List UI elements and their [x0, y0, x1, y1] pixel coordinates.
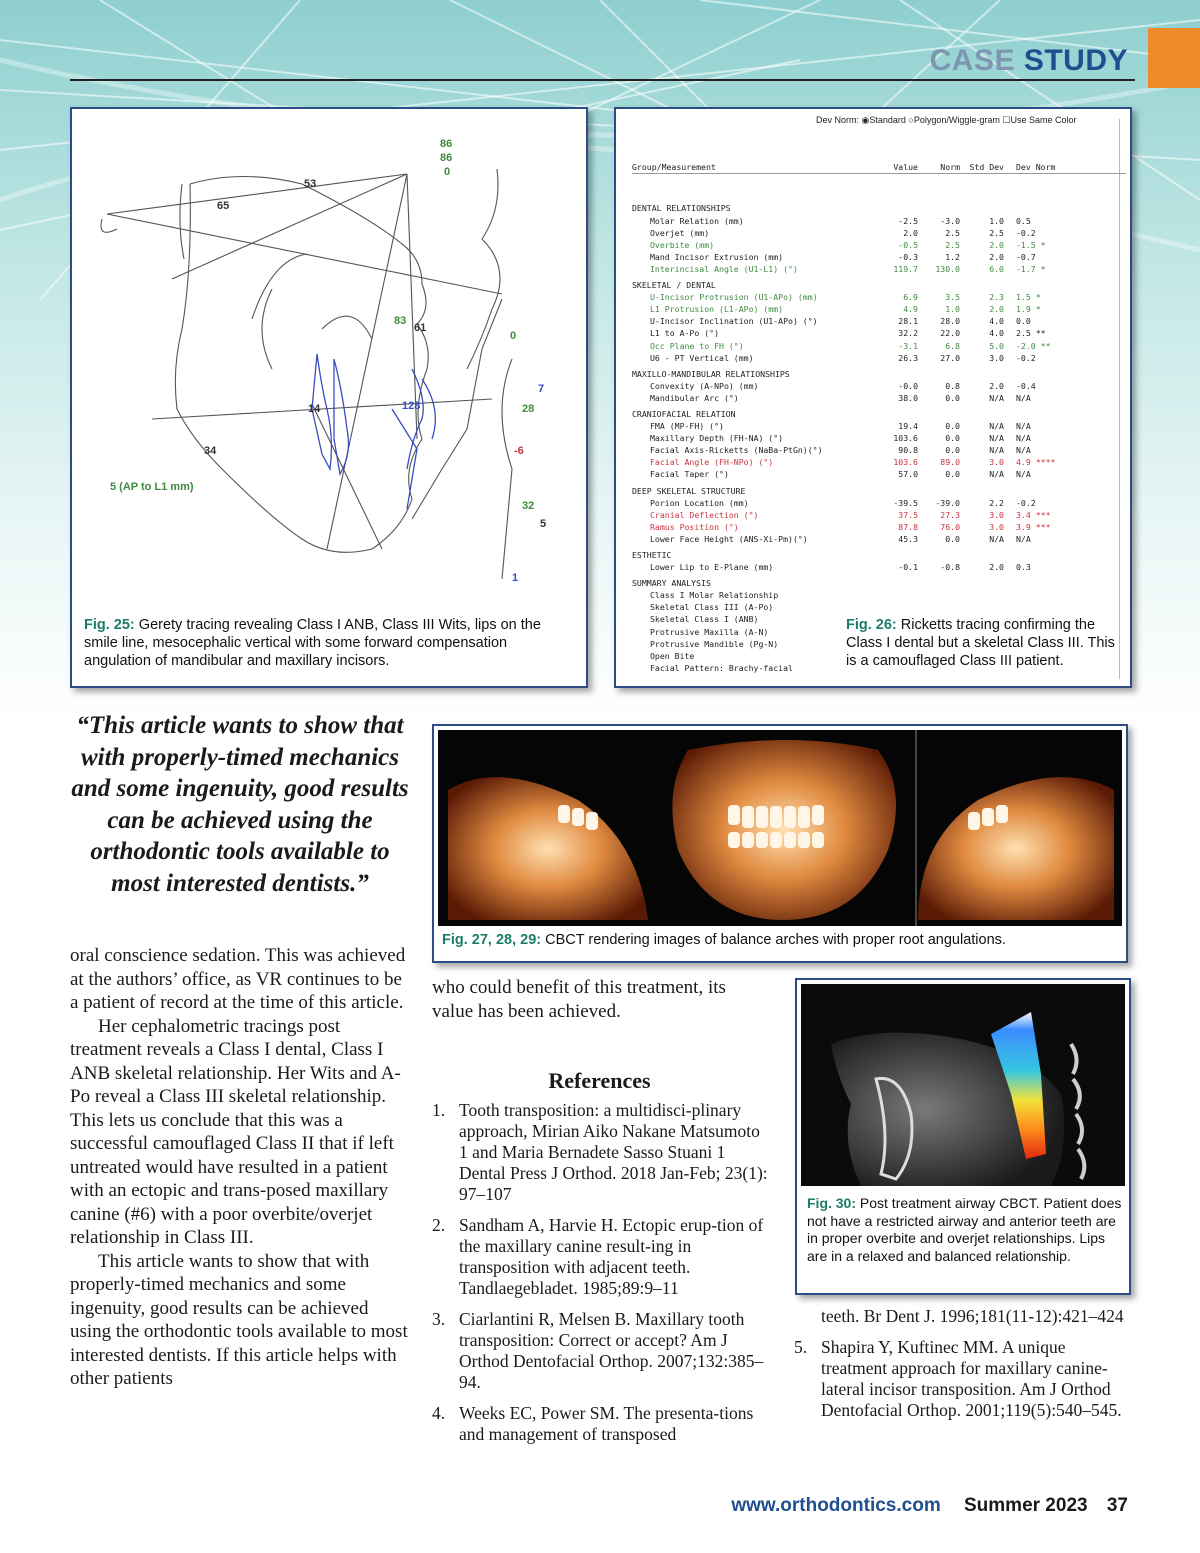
body-column-2	[432, 976, 767, 1023]
reference-number: 1.	[432, 1100, 446, 1120]
figure-25-caption	[84, 616, 574, 670]
measurement-name: Mandibular Arc (°)	[650, 392, 739, 403]
measurement-norm: 0.0	[945, 533, 960, 544]
caption-label: Fig. 27, 28, 29:	[442, 932, 542, 948]
measurement-value: 4.9	[903, 304, 918, 315]
measurement-name: Facial Taper (°)	[650, 469, 729, 480]
reference-item	[432, 1215, 772, 1299]
measurement-name: Occ Plane to FH (°)	[650, 340, 744, 351]
body-paragraph: This article wants to show that with properly-timed mechanics and some ingenuity, good results can be achieved using the orthodontic tools available to most interested dentists. If this article helps with other patients	[70, 1250, 408, 1389]
col-header: Norm	[940, 162, 960, 173]
col-header: Dev Norm	[1016, 162, 1056, 173]
measurement-name: U-Incisor Inclination (U1-APo) (°)	[650, 316, 818, 327]
measurement-name: U-Incisor Protrusion (U1-APo) (mm)	[650, 292, 818, 303]
tracing-label: 14	[308, 403, 321, 415]
measurement-name: Facial Angle (FH-NPo) (°)	[650, 457, 774, 468]
measurement-std-dev: 4.0	[989, 328, 1004, 339]
table-section-title: CRANIOFACIAL RELATION	[632, 408, 736, 419]
measurement-norm: -39.0	[935, 497, 960, 508]
measurement-name: Porion Location (mm)	[650, 497, 749, 508]
measurement-value: 28.1	[898, 316, 918, 327]
measurement-dev-norm: -2.0 **	[1016, 340, 1051, 351]
measurement-std-dev: 3.0	[989, 457, 1004, 468]
measurement-norm: 2.5	[945, 227, 960, 238]
measurement-value: 119.7	[893, 263, 918, 274]
measurement-dev-norm: N/A	[1016, 421, 1031, 432]
cbct-renderings	[438, 730, 1122, 926]
measurement-name: Maxillary Depth (FH-NA) (°)	[650, 433, 784, 444]
caption-label: Fig. 25:	[84, 617, 135, 633]
reference-text: Ciarlantini R, Melsen B. Maxillary tooth transposition: Correct or accept? Am J Orthod Dentofacial Orthop. 2007;132:385–94.	[459, 1309, 764, 1392]
table-row	[632, 468, 1126, 480]
body-paragraph: oral conscience sedation. This was achieved at the authors’ office, as VR continues to be a patient of record at the time of this article.	[70, 945, 406, 1013]
radio-polygon-label: Polygon/Wiggle-gram	[913, 115, 1000, 125]
section-tab	[1148, 28, 1200, 88]
measurement-std-dev: N/A	[989, 533, 1004, 544]
measurement-value: -0.0	[898, 380, 918, 391]
table-section-title: MAXILLO-MANDIBULAR RELATIONSHIPS	[632, 368, 790, 379]
table-row	[632, 444, 1126, 456]
measurement-dev-norm: 2.5 **	[1016, 328, 1046, 339]
measurement-dev-norm: -0.2	[1016, 497, 1036, 508]
reference-number: 2.	[432, 1215, 446, 1235]
table-header-row	[632, 161, 1126, 174]
ricketts-table	[632, 137, 1126, 674]
measurement-std-dev: 3.0	[989, 352, 1004, 363]
body-paragraph: Her cephalometric tracings post treatment reveals a Class I dental, Class I ANB skeletal relationship. Her Wits and A-Po reveal a Class III skeletal relationship. This lets us conclude that this was a successful camouflaged Class II that if left untreated would have resulted in a patient with an ectopic and trans-posed maxillary canine (#6) with a poor overbite/overjet relationship in Class III.	[70, 1015, 401, 1248]
table-row	[632, 497, 1126, 509]
table-row	[632, 315, 1126, 327]
figure-26-caption	[846, 616, 1116, 670]
measurement-value: 57.0	[898, 469, 918, 480]
measurement-norm: 22.0	[940, 328, 960, 339]
tracing-label: 83	[394, 315, 407, 327]
measurement-name: L1 to A-Po (°)	[650, 328, 720, 339]
reference-item	[794, 1337, 1128, 1421]
measurement-std-dev: N/A	[989, 445, 1004, 456]
summary-item: Skeletal Class I (ANB)	[650, 614, 759, 625]
measurement-name: U6 - PT Vertical (mm)	[650, 352, 754, 363]
measurement-norm: 2.5	[945, 239, 960, 250]
measurement-value: 103.6	[893, 457, 918, 468]
measurement-name: Overbite (mm)	[650, 239, 715, 250]
measurement-name: FMA (MP-FH) (°)	[650, 421, 724, 432]
measurement-norm: 0.0	[945, 421, 960, 432]
figure-27-29-caption	[442, 931, 1112, 949]
body-column-1	[70, 944, 410, 1391]
summary-item: Protrusive Mandible (Pg-N)	[650, 638, 779, 649]
table-section-title: ESTHETIC	[632, 550, 672, 560]
tracing-label: 5	[540, 518, 547, 530]
figure-30-caption	[807, 1195, 1125, 1265]
measurement-dev-norm: N/A	[1016, 445, 1031, 456]
table-row	[632, 340, 1126, 352]
measurement-dev-norm: 1.9 *	[1016, 304, 1041, 315]
section-title-case: CASE	[929, 44, 1015, 77]
cbct-image	[438, 730, 1122, 926]
page-footer	[731, 1495, 1128, 1517]
measurement-dev-norm: -1.5 *	[1016, 239, 1046, 250]
measurement-name: Lower Lip to E-Plane (mm)	[650, 562, 774, 573]
measurement-dev-norm: N/A	[1016, 469, 1031, 480]
measurement-dev-norm: 4.9 ****	[1016, 457, 1056, 468]
reference-item	[432, 1309, 772, 1393]
body-paragraph: who could benefit of this treatment, its value has been achieved.	[432, 977, 726, 1022]
measurement-value: 87.8	[898, 521, 918, 532]
tracing-label: 86	[440, 138, 453, 150]
measurement-value: 37.5	[898, 509, 918, 520]
reference-number: 4.	[432, 1403, 446, 1423]
table-section-title: DEEP SKELETAL STRUCTURE	[632, 485, 746, 496]
measurement-norm: 0.0	[945, 433, 960, 444]
measurement-name: Molar Relation (mm)	[650, 215, 744, 226]
tracing-label: 34	[204, 445, 217, 457]
measurement-dev-norm: 3.4 ***	[1016, 509, 1051, 520]
section-title	[930, 44, 1128, 78]
reference-text: Sandham A, Harvie H. Ectopic erup-tion of the maxillary canine result-ing in transposition with adjacent teeth. Tandlaegebladet. 1985;89:9–11	[459, 1215, 764, 1298]
table-row	[632, 263, 1126, 275]
measurement-name: L1 Protrusion (L1-APo) (mm)	[650, 304, 784, 315]
measurement-std-dev: N/A	[989, 469, 1004, 480]
tracing-label: 1	[512, 572, 519, 584]
measurement-value: -0.3	[898, 251, 918, 262]
table-row	[632, 380, 1126, 392]
measurement-dev-norm: 0.3	[1016, 562, 1031, 573]
tracing-label: -6	[514, 445, 524, 457]
measurement-value: 32.2	[898, 328, 918, 339]
measurement-norm: 130.0	[935, 263, 960, 274]
summary-item: Skeletal Class III (A-Po)	[650, 602, 774, 613]
measurement-norm: 6.8	[945, 340, 960, 351]
table-row	[632, 215, 1126, 227]
summary-title: SUMMARY ANALYSIS	[632, 578, 711, 589]
summary-item: Class I Molar Relationship	[650, 590, 779, 601]
table-row	[632, 509, 1126, 521]
measurement-norm: 0.8	[945, 380, 960, 391]
tracing-label: 0	[444, 166, 451, 178]
references-title: References	[548, 1068, 651, 1093]
figure-27-29	[432, 724, 1128, 963]
caption-text: Ricketts tracing confirming the Class I dental but a skeletal Class III. This is a camouflaged Class III patient.	[846, 617, 1115, 669]
reference-text: Tooth transposition: a multidisci-plinary approach, Mirian Aiko Nakane Matsumoto 1 and Maria Bernadete Sasso Stuani 1 Dental Press J Orthod. 2018 Jan-Feb; 23(1): 97–107	[459, 1100, 768, 1204]
measurement-std-dev: 5.0	[989, 340, 1004, 351]
measurement-std-dev: 2.2	[989, 497, 1004, 508]
dev-norm-options	[816, 115, 1077, 126]
table-row	[632, 251, 1126, 263]
measurement-value: 103.6	[893, 433, 918, 444]
reference-text: Weeks EC, Power SM. The presenta-tions and management of transposed	[459, 1403, 754, 1444]
same-color-label: Use Same Color	[1010, 115, 1077, 125]
table-row	[632, 521, 1126, 533]
measurement-std-dev: 2.5	[989, 227, 1004, 238]
header-rule	[70, 79, 1135, 81]
table-row	[632, 392, 1126, 404]
col-header: Value	[893, 162, 918, 173]
measurement-name: Convexity (A-NPo) (mm)	[650, 380, 759, 391]
section-title-study: STUDY	[1023, 44, 1128, 77]
measurement-dev-norm: N/A	[1016, 533, 1031, 544]
measurement-dev-norm: 3.9 ***	[1016, 521, 1051, 532]
col-header: Std Dev	[969, 162, 1004, 173]
reference-text: Shapira Y, Kuftinec MM. A unique treatment approach for maxillary canine-lateral incisor transposition. Am J Orthod Dentofacial Orthop. 2001;119(5):540–545.	[821, 1337, 1122, 1420]
measurement-value: -0.5	[898, 239, 918, 250]
measurement-value: -39.5	[893, 497, 918, 508]
tracing-label: 86	[440, 152, 453, 164]
summary-item: Protrusive Maxilla (A-N)	[650, 626, 769, 637]
measurement-std-dev: 3.0	[989, 509, 1004, 520]
references-list	[432, 1100, 772, 1455]
caption-text: Gerety tracing revealing Class I ANB, Class III Wits, lips on the smile line, mesocephalic vertical with some forward compensation angulation of mandibular and maxillary incisors.	[84, 617, 541, 669]
tracing-label: 28	[522, 403, 535, 415]
measurement-dev-norm: 0.0	[1016, 316, 1031, 327]
measurement-dev-norm: N/A	[1016, 392, 1031, 403]
measurement-std-dev: 2.3	[989, 292, 1004, 303]
tracing-label: 128	[402, 400, 421, 412]
measurement-name: Ramus Position (°)	[650, 521, 739, 532]
measurement-norm: 1.2	[945, 251, 960, 262]
measurement-value: -0.1	[898, 562, 918, 573]
dev-norm-label: Dev Norm:	[816, 115, 860, 125]
table-row	[632, 239, 1126, 251]
measurement-value: 90.8	[898, 445, 918, 456]
measurement-std-dev: 2.0	[989, 380, 1004, 391]
radio-polygon-icon: ○	[908, 115, 914, 125]
footer-url[interactable]: www.orthodontics.com	[731, 1495, 941, 1516]
pull-quote: “This article wants to show that with properly-timed mechanics and some ingenuity, good results can be achieved using the orthodontic tools available to most interested dentists.”	[71, 712, 409, 897]
table-section-title: DENTAL RELATIONSHIPS	[632, 203, 731, 214]
tracing-label: 65	[217, 200, 230, 212]
page-number: 37	[1106, 1495, 1128, 1516]
table-row	[632, 352, 1126, 364]
reference-item	[432, 1403, 772, 1445]
measurement-std-dev: 2.0	[989, 562, 1004, 573]
reference-number: 5.	[794, 1337, 808, 1357]
measurement-value: 38.0	[898, 392, 918, 403]
figure-26	[614, 107, 1132, 688]
measurement-norm: 0.0	[945, 469, 960, 480]
measurement-name: Facial Axis-Ricketts (NaBa-PtGn)(°)	[650, 445, 823, 456]
measurement-dev-norm: -0.2	[1016, 352, 1036, 363]
tracing-label: 61	[414, 322, 427, 334]
tracing-label: 53	[304, 178, 317, 190]
table-section-title: SKELETAL / DENTAL	[632, 280, 716, 291]
col-header: Group/Measurement	[632, 162, 716, 173]
measurement-norm: 1.0	[945, 304, 960, 315]
measurement-name: Lower Face Height (ANS-Xi-Pm)(°)	[650, 533, 808, 544]
measurement-dev-norm: -0.2	[1016, 227, 1036, 238]
gerety-tracing	[72, 109, 582, 609]
figure-30	[795, 978, 1131, 1295]
measurement-value: 26.3	[898, 352, 918, 363]
reference-number: 3.	[432, 1309, 446, 1329]
measurement-dev-norm: -0.7	[1016, 251, 1036, 262]
tracing-label: 7	[538, 383, 545, 395]
table-row	[632, 456, 1126, 468]
measurement-std-dev: 1.0	[989, 215, 1004, 226]
measurement-name: Interincisal Angle (U1-L1) (°)	[650, 263, 798, 274]
table-row	[632, 432, 1126, 444]
measurement-norm: 3.5	[945, 292, 960, 303]
table-row	[632, 303, 1126, 315]
measurement-norm: 0.0	[945, 392, 960, 403]
measurement-norm: 27.3	[940, 509, 960, 520]
measurement-std-dev: 4.0	[989, 316, 1004, 327]
measurement-norm: 27.0	[940, 352, 960, 363]
measurement-dev-norm: N/A	[1016, 433, 1031, 444]
measurement-norm: 76.0	[940, 521, 960, 532]
measurement-std-dev: 2.0	[989, 251, 1004, 262]
radio-standard-label: Standard	[869, 115, 906, 125]
measurement-norm: -0.8	[940, 562, 960, 573]
tracing-label: 32	[522, 500, 535, 512]
measurement-dev-norm: -0.4	[1016, 380, 1036, 391]
measurement-value: 2.0	[903, 227, 918, 238]
caption-text: Post treatment airway CBCT. Patient does not have a restricted airway and anterior teeth are in proper overbite and overjet relationships. Lips are in a relaxed and balanced relationship.	[807, 1195, 1122, 1264]
references-list-continued	[794, 1306, 1128, 1431]
radio-standard-icon: ◉	[861, 115, 870, 125]
measurement-dev-norm: 0.5	[1016, 215, 1031, 226]
airway-cbct	[801, 984, 1125, 1186]
ap-to-l1-label: 5 (AP to L1 mm)	[110, 481, 194, 493]
measurement-norm: 0.0	[945, 445, 960, 456]
measurement-std-dev: 3.0	[989, 521, 1004, 532]
measurement-std-dev: 6.0	[989, 263, 1004, 274]
caption-label: Fig. 30:	[807, 1195, 857, 1211]
measurement-std-dev: N/A	[989, 433, 1004, 444]
tracing-label: 0	[510, 330, 517, 342]
measurement-value: 6.9	[903, 292, 918, 303]
measurement-std-dev: 2.0	[989, 239, 1004, 250]
table-row	[632, 227, 1126, 239]
figure-25	[70, 107, 588, 688]
measurement-value: 45.3	[898, 533, 918, 544]
summary-item: Facial Pattern: Brachy-facial	[650, 662, 793, 673]
measurement-norm: 89.0	[940, 457, 960, 468]
table-row	[632, 533, 1126, 545]
measurement-value: 19.4	[898, 421, 918, 432]
measurement-std-dev: 2.0	[989, 304, 1004, 315]
measurement-std-dev: N/A	[989, 421, 1004, 432]
measurement-value: -3.1	[898, 340, 918, 351]
reference-item	[432, 1100, 772, 1205]
summary-item: Open Bite	[650, 650, 695, 661]
table-row	[632, 561, 1126, 573]
airway-image	[801, 984, 1125, 1186]
measurement-norm: -3.0	[940, 215, 960, 226]
measurement-dev-norm: -1.7 *	[1016, 263, 1046, 274]
table-row	[632, 291, 1126, 303]
footer-issue: Summer 2023	[964, 1495, 1088, 1516]
checkbox-icon: ☐	[1002, 115, 1011, 125]
measurement-name: Mand Incisor Extrusion (mm)	[650, 251, 784, 262]
measurement-name: Cranial Deflection (°)	[650, 509, 759, 520]
measurement-dev-norm: 1.5 *	[1016, 292, 1041, 303]
measurement-std-dev: N/A	[989, 392, 1004, 403]
reference-4-continued: teeth. Br Dent J. 1996;181(11-12):421–424	[821, 1306, 1124, 1326]
table-row	[632, 420, 1126, 432]
measurement-name: Overjet (mm)	[650, 227, 710, 238]
measurement-value: -2.5	[898, 215, 918, 226]
caption-text: CBCT rendering images of balance arches with proper root angulations.	[541, 932, 1006, 948]
measurement-norm: 28.0	[940, 316, 960, 327]
caption-label: Fig. 26:	[846, 617, 897, 633]
table-row	[632, 327, 1126, 339]
